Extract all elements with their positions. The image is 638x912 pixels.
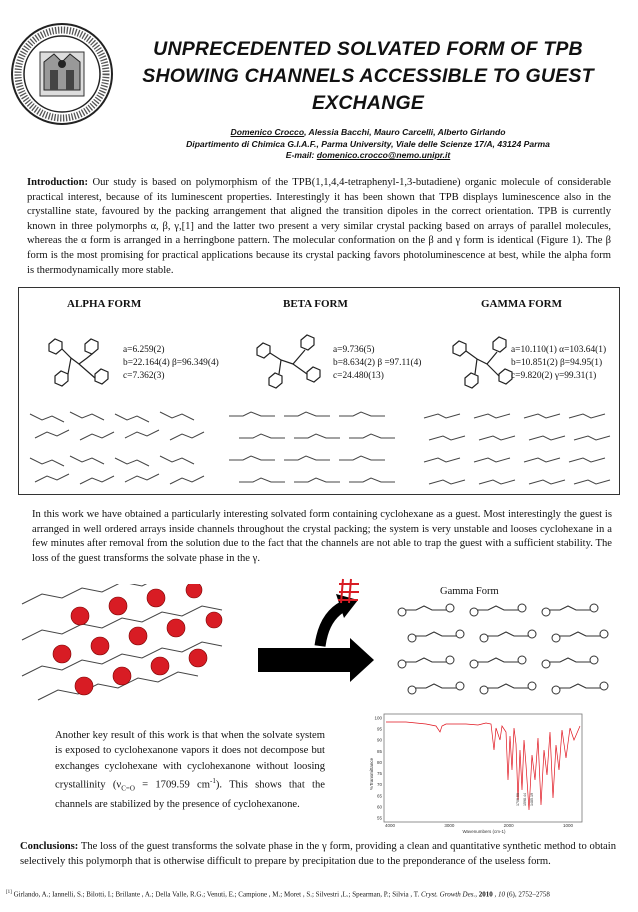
solvate-packing-diagram	[18, 584, 254, 704]
email-label: E-mail:	[285, 150, 317, 160]
gamma-form-label: GAMMA FORM	[481, 298, 562, 310]
spectrum-y-tick: 80	[376, 759, 382, 765]
beta-packing-diagram	[224, 404, 414, 490]
spectrum-x-tick: 1000	[562, 823, 574, 828]
spectrum-y-tick: 95	[376, 726, 382, 732]
affiliation: Dipartimento di Chimica G.I.A.F., Parma University, Viale delle Scienze 17/A, 43124 Parma	[186, 138, 550, 149]
spectrum-y-tick: 60	[376, 804, 382, 810]
poster-title: UNPRECEDENTED SOLVATED FORM OF TPB SHOWING CHANNELS ACCESSIBLE TO GUEST EXCHANGE	[142, 38, 594, 114]
polymorph-figure-box	[18, 287, 620, 495]
alpha-form-label: ALPHA FORM	[67, 298, 142, 310]
coauthors: , Alessia Bacchi, Mauro Carcelli, Alberto Girlando	[304, 127, 506, 137]
introduction-text: Our study is based on polymorphism of the TPB(1,1,4,4-tetraphenyl-1,3-butadiene) organic molecule of considerable practical interest, because of its luminescent properties. Interestingly it has been shown that TPB displays luminescence also in the crystalline state, favoured by the packing arrangement that aligned the transition dipoles in the correct orientation. TPB is currently known in three polymorphs α, β, γ,[1] and the latter two present a very similar crystal packing based on arrays of parallel molecules, whereas the α form is arranged in a herringbone pattern. The molecular conformation on the β and γ form is identical (Figure 1). The β form is the most promising for practical applications because its crystal packing favors photoluminescence at best, while the alpha form is thermodynamically more stable.	[27, 177, 611, 276]
beta-form-label: BETA FORM	[283, 298, 348, 310]
gamma-cell-parameters: a=10.110(1) α=103.64(1) b=10.851(2) β=94.95(1) c=9.820(2) γ=99.31(1)	[511, 345, 607, 381]
spectrum-y-tick: 70	[376, 782, 382, 788]
released-cyclohexane-icon	[335, 576, 363, 606]
peak-label-3: 1485.19	[530, 793, 534, 806]
beta-cell-parameters: a=9.736(5) b=8.634(2) β =97.11(4) c=24.480(13)	[333, 345, 422, 381]
spectrum-y-axis-label: %Transmittance	[369, 757, 374, 791]
email-link[interactable]: domenico.crocco@nemo.unipr.it	[316, 150, 451, 160]
introduction-label: Introduction:	[27, 177, 89, 188]
gamma-form-packing-diagram	[392, 600, 612, 706]
beta-molecule-diagram	[249, 334, 329, 394]
spectrum-y-tick: 90	[376, 737, 382, 743]
peak-label-2: 1598.44	[523, 793, 527, 806]
spectrum-y-tick: 75	[376, 771, 382, 777]
reference-line: [1] Girlando, A.; Iannelli, S.; Bilotti, I.; Brillante , A.; Della Valle, R.G.; Venuti, E.; Campione , M.; Moret , S.; Silvestri ,L.; Spearman, P.; Silvia , T. Cryst. Growth Des., 2010 , 10 (6), 2752–2758	[6, 890, 550, 899]
spectrum-x-axis-label: Wavenumbers (cm-1)	[462, 829, 506, 834]
spectrum-y-tick: 65	[376, 793, 382, 799]
spectrum-x-tick: 2000	[503, 823, 514, 828]
conclusions-paragraph	[20, 840, 616, 869]
solvated-form-paragraph: In this work we have obtained a particularly interesting solvated form containing cyclohexane as a guest. Most interestingly the guest is arranged in well ordered arrays inside channels throughout the crystal packing; the system is very unstable and looses cyclohexane in a few minutes after removal from the solution due to the fact that the channels are not able to trap the guest with a sufficient stability. The loss of the guest transforms the solvate phase in the γ.	[32, 509, 612, 564]
exchange-paragraph: Another key result of this work is that when the solvate system is exposed to cyclohexanone vapors it does not decompose but exchanges cyclohexane with cyclohexanone without loosing crystallinity ($\nu_{C=O} = 1709.59$ $cm^{-1}$). This shows that the channels are stabilized by the presence of cyclohexanone.	[55, 730, 326, 810]
ir-spectrum-chart	[366, 710, 588, 835]
spectrum-y-tick: 100	[374, 715, 382, 721]
gamma-form-caption: Gamma Form	[440, 586, 499, 597]
spectrum-y-tick: 55	[376, 815, 382, 821]
spectrum-y-tick: 85	[376, 748, 382, 754]
university-seal-logo	[10, 22, 114, 126]
spectrum-x-tick: 4000	[384, 823, 396, 828]
alpha-packing-diagram	[25, 404, 215, 490]
alpha-cell-parameters: a=6.259(2) b=22.164(4) β=96.349(4) c=7.362(3)	[123, 345, 219, 381]
presenting-author: Domenico Crocco	[230, 127, 305, 137]
spectrum-plot-area	[384, 714, 582, 822]
spectrum-x-tick: 3000	[444, 823, 455, 828]
gamma-packing-diagram	[419, 404, 615, 490]
peak-label-1: 1709.59	[516, 793, 520, 806]
conclusions-label: Conclusions:	[20, 841, 79, 852]
authors-block	[130, 127, 606, 162]
introduction-paragraph	[27, 176, 611, 278]
conclusions-text: The loss of the guest transforms the solvate phase in the γ form, providing a clean and quantitative synthetic method to obtain selectively this polymorph that is otherwise difficult to prepare by precipitation due to the preponderance of the useless form.	[20, 841, 616, 867]
alpha-molecule-diagram	[39, 334, 119, 394]
